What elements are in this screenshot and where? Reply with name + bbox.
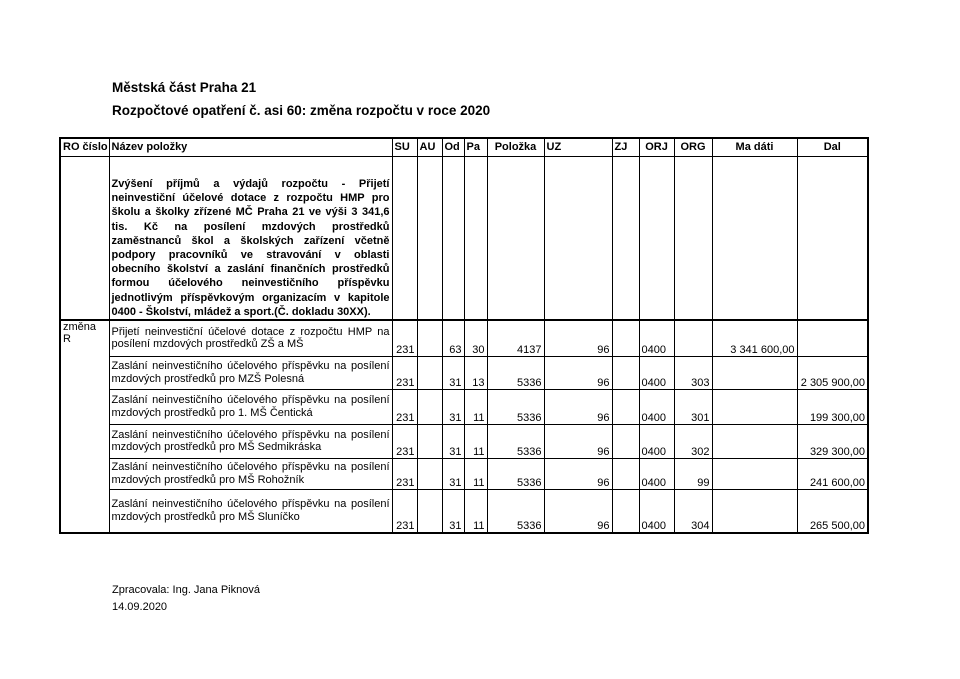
cell-od: 31 bbox=[442, 424, 464, 458]
col-header-au: AU bbox=[417, 138, 442, 156]
header-row bbox=[60, 138, 868, 156]
cell-pa: 11 bbox=[464, 424, 487, 458]
cell-uz: 96 bbox=[544, 424, 612, 458]
cell-su: 231 bbox=[392, 320, 417, 356]
empty-cell bbox=[417, 156, 442, 320]
cell-dal: 2 305 900,00 bbox=[797, 356, 868, 389]
cell-zj bbox=[612, 424, 639, 458]
cell-zj bbox=[612, 320, 639, 356]
cell-au bbox=[417, 424, 442, 458]
cell-polozka: 4137 bbox=[487, 320, 544, 356]
col-header-org: ORG bbox=[674, 138, 712, 156]
cell-dal bbox=[797, 320, 868, 356]
cell-su: 231 bbox=[392, 458, 417, 489]
cell-od: 63 bbox=[442, 320, 464, 356]
col-header-su: SU bbox=[392, 138, 417, 156]
col-header-polozka: Položka bbox=[487, 138, 544, 156]
cell-zj bbox=[612, 489, 639, 533]
col-header-dal: Dal bbox=[797, 138, 868, 156]
cell-org: 304 bbox=[674, 489, 712, 533]
col-header-ro-cislo: RO číslo bbox=[60, 138, 109, 156]
cell-od: 31 bbox=[442, 356, 464, 389]
empty-cell bbox=[442, 156, 464, 320]
cell-au bbox=[417, 458, 442, 489]
cell-ma-dati bbox=[712, 458, 797, 489]
cell-nazev: Zaslání neinvestičního účelového příspěvku na posílení mzdových prostředků pro MŠ Sluníčko bbox=[109, 489, 392, 533]
cell-zj bbox=[612, 458, 639, 489]
cell-orj: 0400 bbox=[639, 489, 674, 533]
ro-cislo-cell: změna R bbox=[60, 320, 109, 533]
cell-nazev: Zaslání neinvestičního účelového příspěvku na posílení mzdových prostředků pro MŠ Sedmikráska bbox=[109, 424, 392, 458]
col-header-pa: Pa bbox=[464, 138, 487, 156]
cell-ma-dati bbox=[712, 489, 797, 533]
cell-dal: 241 600,00 bbox=[797, 458, 868, 489]
cell-org: 301 bbox=[674, 389, 712, 424]
cell-su: 231 bbox=[392, 424, 417, 458]
document-footer bbox=[112, 582, 260, 616]
cell-pa: 11 bbox=[464, 458, 487, 489]
cell-pa: 11 bbox=[464, 389, 487, 424]
empty-cell bbox=[712, 156, 797, 320]
cell-uz: 96 bbox=[544, 389, 612, 424]
cell-zj bbox=[612, 389, 639, 424]
cell-od: 31 bbox=[442, 489, 464, 533]
cell-ma-dati: 3 341 600,00 bbox=[712, 320, 797, 356]
document-date: 14.09.2020 bbox=[112, 601, 168, 613]
empty-cell bbox=[797, 156, 868, 320]
description-cell: Zvýšení příjmů a výdajů rozpočtu - Přijetí neinvestiční účelové dotace z rozpočtu HMP pro školu a školky zřízené MČ Praha 21 ve výši 3 341,6 tis. Kč na posílení mzdových prostředků zaměstnanců škol a školských zařízení včetně podpory pracovníků ve stravování v oblasti obecního školství a zaslání finančních prostředků formou účelového neinvestičního příspěvku jednotlivým příspěvkovým organizacím v kapitole 0400 - Školství, mládež a sport.(Č. dokladu 30XX). bbox=[109, 156, 392, 320]
cell-polozka: 5336 bbox=[487, 389, 544, 424]
cell-zj bbox=[612, 356, 639, 389]
table-row bbox=[60, 424, 868, 458]
cell-nazev: Zaslání neinvestičního účelového příspěvku na posílení mzdových prostředků pro MZŠ Polesná bbox=[109, 356, 392, 389]
table-row bbox=[60, 458, 868, 489]
empty-cell bbox=[464, 156, 487, 320]
cell-nazev: Zaslání neinvestičního účelového příspěvku na posílení mzdových prostředků pro 1. MŠ Čentická bbox=[109, 389, 392, 424]
cell-pa: 30 bbox=[464, 320, 487, 356]
doc-subtitle: Rozpočtové opatření č. asi 60: změna rozpočtu v roce 2020 bbox=[112, 103, 491, 118]
cell-uz: 96 bbox=[544, 320, 612, 356]
table-row bbox=[60, 389, 868, 424]
col-header-uz: UZ bbox=[544, 138, 612, 156]
col-header-od: Od bbox=[442, 138, 464, 156]
table-row bbox=[60, 356, 868, 389]
cell-od: 31 bbox=[442, 458, 464, 489]
cell-ma-dati bbox=[712, 389, 797, 424]
cell-uz: 96 bbox=[544, 356, 612, 389]
cell-org: 303 bbox=[674, 356, 712, 389]
empty-cell bbox=[544, 156, 612, 320]
cell-dal: 265 500,00 bbox=[797, 489, 868, 533]
cell-dal: 199 300,00 bbox=[797, 389, 868, 424]
table-row bbox=[60, 489, 868, 533]
empty-cell bbox=[639, 156, 674, 320]
cell-au bbox=[417, 356, 442, 389]
cell-polozka: 5336 bbox=[487, 489, 544, 533]
cell-orj: 0400 bbox=[639, 458, 674, 489]
cell-pa: 13 bbox=[464, 356, 487, 389]
cell-ma-dati bbox=[712, 356, 797, 389]
cell-su: 231 bbox=[392, 356, 417, 389]
empty-cell bbox=[674, 156, 712, 320]
description-row bbox=[60, 156, 868, 320]
cell-uz: 96 bbox=[544, 489, 612, 533]
cell-su: 231 bbox=[392, 389, 417, 424]
org-name: Městská část Praha 21 bbox=[112, 80, 257, 95]
cell-ma-dati bbox=[712, 424, 797, 458]
cell-orj: 0400 bbox=[639, 424, 674, 458]
cell-org bbox=[674, 320, 712, 356]
cell-orj: 0400 bbox=[639, 320, 674, 356]
col-header-nazev-polozky: Název položky bbox=[109, 138, 392, 156]
cell-polozka: 5336 bbox=[487, 458, 544, 489]
cell-dal: 329 300,00 bbox=[797, 424, 868, 458]
cell-polozka: 5336 bbox=[487, 424, 544, 458]
cell-orj: 0400 bbox=[639, 389, 674, 424]
ro-cislo-empty-cell bbox=[60, 156, 109, 320]
empty-cell bbox=[487, 156, 544, 320]
cell-orj: 0400 bbox=[639, 356, 674, 389]
cell-au bbox=[417, 489, 442, 533]
cell-au bbox=[417, 389, 442, 424]
prepared-by: Zpracovala: Ing. Jana Piknová bbox=[112, 584, 260, 596]
cell-nazev: Zaslání neinvestičního účelového příspěvku na posílení mzdových prostředků pro MŠ Rohožník bbox=[109, 458, 392, 489]
document-header bbox=[112, 76, 490, 122]
col-header-zj: ZJ bbox=[612, 138, 639, 156]
table-row bbox=[60, 320, 868, 356]
empty-cell bbox=[612, 156, 639, 320]
cell-pa: 11 bbox=[464, 489, 487, 533]
cell-uz: 96 bbox=[544, 458, 612, 489]
budget-table bbox=[59, 137, 869, 534]
col-header-ma-dati: Ma dáti bbox=[712, 138, 797, 156]
cell-org: 302 bbox=[674, 424, 712, 458]
cell-au bbox=[417, 320, 442, 356]
cell-polozka: 5336 bbox=[487, 356, 544, 389]
cell-nazev: Přijetí neinvestiční účelové dotace z rozpočtu HMP na posílení mzdových prostředků ZŠ a MŠ bbox=[109, 320, 392, 356]
empty-cell bbox=[392, 156, 417, 320]
cell-od: 31 bbox=[442, 389, 464, 424]
cell-org: 99 bbox=[674, 458, 712, 489]
col-header-orj: ORJ bbox=[639, 138, 674, 156]
cell-su: 231 bbox=[392, 489, 417, 533]
